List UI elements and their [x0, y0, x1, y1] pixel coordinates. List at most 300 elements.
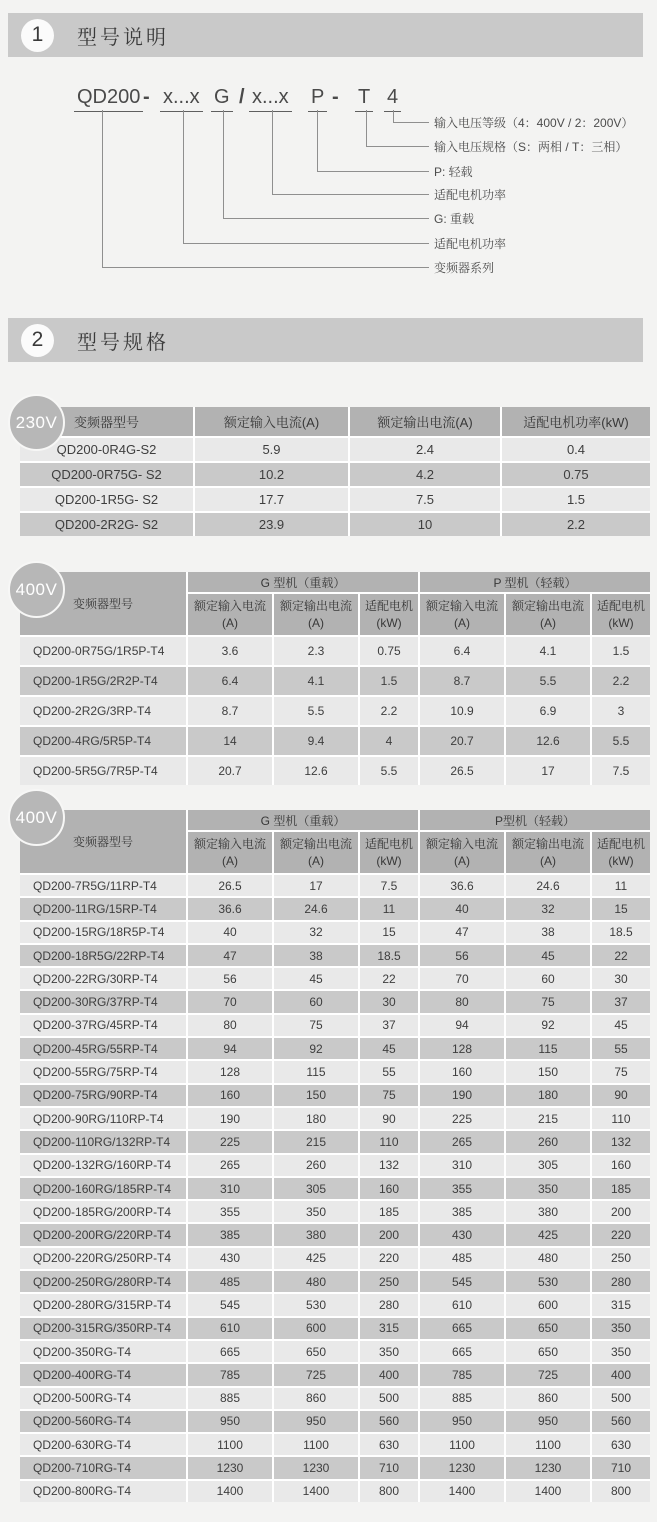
- value-cell: 36.6: [420, 875, 504, 896]
- value-cell: 305: [506, 1155, 590, 1176]
- value-cell: 250: [592, 1248, 650, 1269]
- value-cell: 0.4: [502, 438, 650, 461]
- value-cell: 1100: [274, 1434, 358, 1455]
- model-cell: QD200-630RG-T4: [20, 1434, 186, 1455]
- column-header: 额定输入电流(A): [195, 407, 348, 436]
- section-1-number: 1: [31, 23, 44, 46]
- voltage-badge-230v: 230V: [8, 394, 65, 451]
- value-cell: 785: [188, 1364, 272, 1385]
- value-cell: 45: [506, 945, 590, 966]
- value-cell: 1400: [420, 1481, 504, 1502]
- value-cell: 15: [592, 898, 650, 919]
- column-header: [274, 832, 358, 873]
- value-cell: 350: [506, 1178, 590, 1199]
- value-cell: 310: [188, 1178, 272, 1199]
- value-cell: 94: [188, 1038, 272, 1059]
- value-cell: 20.7: [420, 727, 504, 755]
- value-cell: 90: [592, 1085, 650, 1106]
- value-cell: 22: [360, 968, 418, 989]
- value-cell: 6.9: [506, 697, 590, 725]
- model-cell: QD200-55RG/75RP-T4: [20, 1061, 186, 1082]
- value-cell: 70: [188, 991, 272, 1012]
- column-header-unit: (kW): [376, 853, 402, 868]
- value-cell: 60: [506, 968, 590, 989]
- value-cell: 860: [274, 1388, 358, 1409]
- column-header-name: 适配电机: [364, 836, 413, 851]
- value-cell: 350: [592, 1341, 650, 1362]
- model-cell: QD200-315RG/350RP-T4: [20, 1318, 186, 1339]
- value-cell: 3.6: [188, 637, 272, 665]
- value-cell: 400: [360, 1364, 418, 1385]
- value-cell: 38: [506, 922, 590, 943]
- value-cell: 430: [188, 1248, 272, 1269]
- value-cell: 485: [188, 1271, 272, 1292]
- column-header-unit: (kW): [608, 615, 634, 630]
- value-cell: 200: [592, 1201, 650, 1222]
- value-cell: 75: [274, 1015, 358, 1036]
- value-cell: 350: [274, 1201, 358, 1222]
- model-cell: QD200-185RG/200RP-T4: [20, 1201, 186, 1222]
- value-cell: 92: [274, 1038, 358, 1059]
- value-cell: 400: [592, 1364, 650, 1385]
- value-cell: 32: [506, 898, 590, 919]
- value-cell: 30: [360, 991, 418, 1012]
- column-header: [592, 832, 650, 873]
- value-cell: 610: [188, 1318, 272, 1339]
- group-header: G 型机（重载）: [188, 810, 418, 830]
- value-cell: 128: [420, 1038, 504, 1059]
- model-cell: QD200-22RG/30RP-T4: [20, 968, 186, 989]
- value-cell: 350: [592, 1318, 650, 1339]
- column-header: [188, 594, 272, 635]
- section-2-header: [8, 318, 643, 362]
- model-cell: QD200-0R4G-S2: [20, 438, 193, 461]
- value-cell: 725: [274, 1364, 358, 1385]
- value-cell: 665: [420, 1318, 504, 1339]
- value-cell: 47: [420, 922, 504, 943]
- model-cell: QD200-5R5G/7R5P-T4: [20, 757, 186, 785]
- value-cell: 260: [506, 1131, 590, 1152]
- value-cell: 265: [420, 1131, 504, 1152]
- model-cell: QD200-280RG/315RP-T4: [20, 1294, 186, 1315]
- group-header: P型机（轻载）: [420, 810, 650, 830]
- value-cell: 2.3: [274, 637, 358, 665]
- model-cell: QD200-0R75G/1R5P-T4: [20, 637, 186, 665]
- value-cell: 160: [188, 1085, 272, 1106]
- section-2-number-badge: [21, 324, 54, 357]
- value-cell: 630: [360, 1434, 418, 1455]
- column-header-unit: (A): [454, 615, 470, 630]
- value-cell: 190: [420, 1085, 504, 1106]
- value-cell: 180: [506, 1085, 590, 1106]
- column-header: [360, 832, 418, 873]
- group-header: G 型机（重载）: [188, 572, 418, 592]
- value-cell: 75: [506, 991, 590, 1012]
- value-cell: 610: [420, 1294, 504, 1315]
- model-cell: QD200-220RG/250RP-T4: [20, 1248, 186, 1269]
- value-cell: 45: [592, 1015, 650, 1036]
- value-cell: 385: [188, 1224, 272, 1245]
- value-cell: 785: [420, 1364, 504, 1385]
- column-header: 变频器型号: [20, 407, 193, 436]
- value-cell: 545: [420, 1271, 504, 1292]
- value-cell: 485: [420, 1248, 504, 1269]
- column-header-name: 额定输入电流: [193, 598, 266, 613]
- model-cell: QD200-132RG/160RP-T4: [20, 1155, 186, 1176]
- value-cell: 355: [188, 1201, 272, 1222]
- column-header-name: 适配电机: [596, 836, 645, 851]
- value-cell: 280: [592, 1271, 650, 1292]
- value-cell: 75: [360, 1085, 418, 1106]
- value-cell: 47: [188, 945, 272, 966]
- model-cell: QD200-7R5G/11RP-T4: [20, 875, 186, 896]
- table-400v-small: [20, 572, 650, 785]
- value-cell: 215: [506, 1108, 590, 1129]
- value-cell: 885: [420, 1388, 504, 1409]
- model-code-segment: -: [332, 86, 339, 108]
- section-2-number: 2: [31, 328, 44, 351]
- model-cell: QD200-250RG/280RP-T4: [20, 1271, 186, 1292]
- value-cell: 37: [360, 1015, 418, 1036]
- model-code-segment: G: [211, 86, 233, 112]
- value-cell: 110: [360, 1131, 418, 1152]
- value-cell: 24.6: [274, 898, 358, 919]
- value-cell: 305: [274, 1178, 358, 1199]
- value-cell: 110: [592, 1108, 650, 1129]
- value-cell: 1400: [274, 1481, 358, 1502]
- value-cell: 1400: [506, 1481, 590, 1502]
- value-cell: 225: [420, 1108, 504, 1129]
- value-cell: 185: [592, 1178, 650, 1199]
- model-cell: QD200-75RG/90RP-T4: [20, 1085, 186, 1106]
- value-cell: 45: [274, 968, 358, 989]
- group-header: P 型机（轻载）: [420, 572, 650, 592]
- value-cell: 11: [592, 875, 650, 896]
- value-cell: 115: [506, 1038, 590, 1059]
- value-cell: 92: [506, 1015, 590, 1036]
- value-cell: 12.6: [506, 727, 590, 755]
- value-cell: 650: [506, 1318, 590, 1339]
- column-header-name: 适配电机: [596, 598, 645, 613]
- value-cell: 950: [506, 1411, 590, 1432]
- value-cell: 380: [506, 1201, 590, 1222]
- model-cell: QD200-2R2G/3RP-T4: [20, 697, 186, 725]
- column-header-name: 额定输出电流: [511, 836, 584, 851]
- column-header-unit: (A): [540, 615, 556, 630]
- value-cell: 94: [420, 1015, 504, 1036]
- column-header-unit: (A): [308, 615, 324, 630]
- column-header-unit: (kW): [608, 853, 634, 868]
- model-code-segment: x...x: [249, 86, 292, 112]
- column-header-name: 额定输入电流: [425, 598, 498, 613]
- value-cell: 55: [360, 1061, 418, 1082]
- value-cell: 40: [188, 922, 272, 943]
- value-cell: 5.5: [360, 757, 418, 785]
- value-cell: 1230: [420, 1457, 504, 1478]
- section-1-header: [8, 13, 643, 57]
- value-cell: 4: [360, 727, 418, 755]
- value-cell: 4.1: [506, 637, 590, 665]
- value-cell: 600: [506, 1294, 590, 1315]
- column-header-unit: (A): [540, 853, 556, 868]
- value-cell: 650: [506, 1341, 590, 1362]
- value-cell: 32: [274, 922, 358, 943]
- column-header: [506, 594, 590, 635]
- column-header: [592, 594, 650, 635]
- model-column-header: 变频器型号: [20, 810, 186, 873]
- model-cell: QD200-11RG/15RP-T4: [20, 898, 186, 919]
- value-cell: 500: [592, 1388, 650, 1409]
- model-cell: QD200-110RG/132RP-T4: [20, 1131, 186, 1152]
- callout-label: P: 轻载: [434, 165, 473, 179]
- value-cell: 310: [420, 1155, 504, 1176]
- value-cell: 8.7: [420, 667, 504, 695]
- model-code-diagram: [0, 57, 657, 312]
- value-cell: 350: [360, 1341, 418, 1362]
- model-cell: QD200-4RG/5R5P-T4: [20, 727, 186, 755]
- value-cell: 26.5: [420, 757, 504, 785]
- model-cell: QD200-90RG/110RP-T4: [20, 1108, 186, 1129]
- column-header-unit: (A): [222, 615, 238, 630]
- model-cell: QD200-350RG-T4: [20, 1341, 186, 1362]
- value-cell: 10: [350, 513, 500, 536]
- model-cell: QD200-18R5G/22RP-T4: [20, 945, 186, 966]
- value-cell: 6.4: [420, 637, 504, 665]
- model-code-segment: P: [308, 86, 327, 112]
- callout-label: G: 重载: [434, 212, 475, 226]
- column-header: [188, 832, 272, 873]
- column-header-unit: (A): [222, 853, 238, 868]
- value-cell: 725: [506, 1364, 590, 1385]
- value-cell: 885: [188, 1388, 272, 1409]
- model-cell: QD200-200RG/220RP-T4: [20, 1224, 186, 1245]
- value-cell: 18.5: [360, 945, 418, 966]
- callout-label: 变频器系列: [434, 261, 495, 275]
- value-cell: 2.2: [360, 697, 418, 725]
- value-cell: 56: [420, 945, 504, 966]
- value-cell: 380: [274, 1224, 358, 1245]
- value-cell: 2.2: [592, 667, 650, 695]
- value-cell: 4.1: [274, 667, 358, 695]
- column-header: 适配电机功率(kW): [502, 407, 650, 436]
- model-cell: QD200-710RG-T4: [20, 1457, 186, 1478]
- value-cell: 315: [592, 1294, 650, 1315]
- model-cell: QD200-45RG/55RP-T4: [20, 1038, 186, 1059]
- value-cell: 650: [274, 1341, 358, 1362]
- model-cell: QD200-1R5G/2R2P-T4: [20, 667, 186, 695]
- value-cell: 560: [592, 1411, 650, 1432]
- value-cell: 800: [592, 1481, 650, 1502]
- column-header-unit: (A): [454, 853, 470, 868]
- value-cell: 425: [274, 1248, 358, 1269]
- value-cell: 17: [506, 757, 590, 785]
- value-cell: 60: [274, 991, 358, 1012]
- section-1-title: 型号说明: [77, 26, 169, 49]
- value-cell: 0.75: [360, 637, 418, 665]
- value-cell: 45: [360, 1038, 418, 1059]
- value-cell: 132: [592, 1131, 650, 1152]
- value-cell: 355: [420, 1178, 504, 1199]
- value-cell: 18.5: [592, 922, 650, 943]
- model-code-segment: /: [239, 86, 245, 108]
- model-cell: QD200-1R5G- S2: [20, 488, 193, 511]
- callout-line: [102, 110, 429, 268]
- value-cell: 860: [506, 1388, 590, 1409]
- value-cell: 5.5: [592, 727, 650, 755]
- model-cell: QD200-0R75G- S2: [20, 463, 193, 486]
- model-column-header: 变频器型号: [20, 572, 186, 635]
- value-cell: 56: [188, 968, 272, 989]
- value-cell: 1.5: [592, 637, 650, 665]
- value-cell: 1400: [188, 1481, 272, 1502]
- value-cell: 10.9: [420, 697, 504, 725]
- value-cell: 665: [188, 1341, 272, 1362]
- value-cell: 800: [360, 1481, 418, 1502]
- column-header: [274, 594, 358, 635]
- value-cell: 17: [274, 875, 358, 896]
- value-cell: 150: [274, 1085, 358, 1106]
- value-cell: 280: [360, 1294, 418, 1315]
- value-cell: 950: [188, 1411, 272, 1432]
- value-cell: 150: [506, 1061, 590, 1082]
- value-cell: 250: [360, 1271, 418, 1292]
- model-cell: QD200-30RG/37RP-T4: [20, 991, 186, 1012]
- value-cell: 15: [360, 922, 418, 943]
- section-2-title: 型号规格: [77, 331, 169, 354]
- value-cell: 950: [274, 1411, 358, 1432]
- value-cell: 36.6: [188, 898, 272, 919]
- value-cell: 630: [592, 1434, 650, 1455]
- value-cell: 220: [592, 1224, 650, 1245]
- value-cell: 17.7: [195, 488, 348, 511]
- column-header: [420, 594, 504, 635]
- model-code-segment: QD200: [74, 86, 143, 112]
- value-cell: 1230: [506, 1457, 590, 1478]
- value-cell: 480: [506, 1248, 590, 1269]
- value-cell: 5.5: [506, 667, 590, 695]
- value-cell: 1.5: [502, 488, 650, 511]
- value-cell: 480: [274, 1271, 358, 1292]
- callout-label: 输入电压规格（S：两相 / T：三相）: [434, 140, 628, 154]
- column-header: [420, 832, 504, 873]
- value-cell: 6.4: [188, 667, 272, 695]
- model-cell: QD200-800RG-T4: [20, 1481, 186, 1502]
- value-cell: 1100: [420, 1434, 504, 1455]
- value-cell: 7.5: [592, 757, 650, 785]
- table-400v-large: [20, 810, 650, 1502]
- value-cell: 132: [360, 1155, 418, 1176]
- value-cell: 7.5: [350, 488, 500, 511]
- model-cell: QD200-37RG/45RP-T4: [20, 1015, 186, 1036]
- value-cell: 225: [188, 1131, 272, 1152]
- value-cell: 7.5: [360, 875, 418, 896]
- value-cell: 55: [592, 1038, 650, 1059]
- value-cell: 530: [506, 1271, 590, 1292]
- value-cell: 90: [360, 1108, 418, 1129]
- model-code-segment: -: [143, 86, 150, 108]
- model-cell: QD200-560RG-T4: [20, 1411, 186, 1432]
- section-1-number-badge: [21, 19, 54, 52]
- table-230v: [20, 407, 650, 536]
- value-cell: 560: [360, 1411, 418, 1432]
- value-cell: 12.6: [274, 757, 358, 785]
- value-cell: 70: [420, 968, 504, 989]
- value-cell: 200: [360, 1224, 418, 1245]
- value-cell: 4.2: [350, 463, 500, 486]
- value-cell: 5.5: [274, 697, 358, 725]
- value-cell: 1100: [506, 1434, 590, 1455]
- column-header-name: 适配电机: [364, 598, 413, 613]
- value-cell: 665: [420, 1341, 504, 1362]
- value-cell: 215: [274, 1131, 358, 1152]
- value-cell: 315: [360, 1318, 418, 1339]
- value-cell: 160: [360, 1178, 418, 1199]
- callout-label: 适配电机功率: [434, 188, 507, 202]
- value-cell: 530: [274, 1294, 358, 1315]
- value-cell: 75: [592, 1061, 650, 1082]
- model-code-segment: T: [355, 86, 373, 112]
- value-cell: 0.75: [502, 463, 650, 486]
- value-cell: 80: [420, 991, 504, 1012]
- value-cell: 9.4: [274, 727, 358, 755]
- value-cell: 160: [592, 1155, 650, 1176]
- value-cell: 710: [592, 1457, 650, 1478]
- model-cell: QD200-500RG-T4: [20, 1388, 186, 1409]
- value-cell: 430: [420, 1224, 504, 1245]
- value-cell: 40: [420, 898, 504, 919]
- value-cell: 2.4: [350, 438, 500, 461]
- callout-label: 适配电机功率: [434, 237, 507, 251]
- column-header-name: 额定输入电流: [425, 836, 498, 851]
- voltage-badge-400v-2: 400V: [8, 789, 65, 846]
- model-cell: QD200-400RG-T4: [20, 1364, 186, 1385]
- value-cell: 545: [188, 1294, 272, 1315]
- model-code-segment: x...x: [160, 86, 203, 112]
- value-cell: 500: [360, 1388, 418, 1409]
- model-cell: QD200-2R2G- S2: [20, 513, 193, 536]
- value-cell: 2.2: [502, 513, 650, 536]
- value-cell: 1230: [274, 1457, 358, 1478]
- column-header-unit: (A): [308, 853, 324, 868]
- column-header: 额定输出电流(A): [350, 407, 500, 436]
- callout-label: 输入电压等级（4：400V / 2：200V）: [434, 116, 634, 130]
- column-header-name: 额定输出电流: [511, 598, 584, 613]
- value-cell: 265: [188, 1155, 272, 1176]
- value-cell: 185: [360, 1201, 418, 1222]
- value-cell: 37: [592, 991, 650, 1012]
- column-header: [506, 832, 590, 873]
- column-header: [360, 594, 418, 635]
- value-cell: 11: [360, 898, 418, 919]
- value-cell: 220: [360, 1248, 418, 1269]
- model-cell: QD200-160RG/185RP-T4: [20, 1178, 186, 1199]
- value-cell: 80: [188, 1015, 272, 1036]
- model-code-segment: 4: [384, 86, 401, 112]
- column-header-name: 额定输出电流: [279, 598, 352, 613]
- value-cell: 115: [274, 1061, 358, 1082]
- value-cell: 190: [188, 1108, 272, 1129]
- value-cell: 3: [592, 697, 650, 725]
- column-header-unit: (kW): [376, 615, 402, 630]
- value-cell: 20.7: [188, 757, 272, 785]
- value-cell: 5.9: [195, 438, 348, 461]
- value-cell: 1.5: [360, 667, 418, 695]
- column-header-name: 额定输入电流: [193, 836, 266, 851]
- value-cell: 950: [420, 1411, 504, 1432]
- value-cell: 160: [420, 1061, 504, 1082]
- model-cell: QD200-15RG/18R5P-T4: [20, 922, 186, 943]
- value-cell: 385: [420, 1201, 504, 1222]
